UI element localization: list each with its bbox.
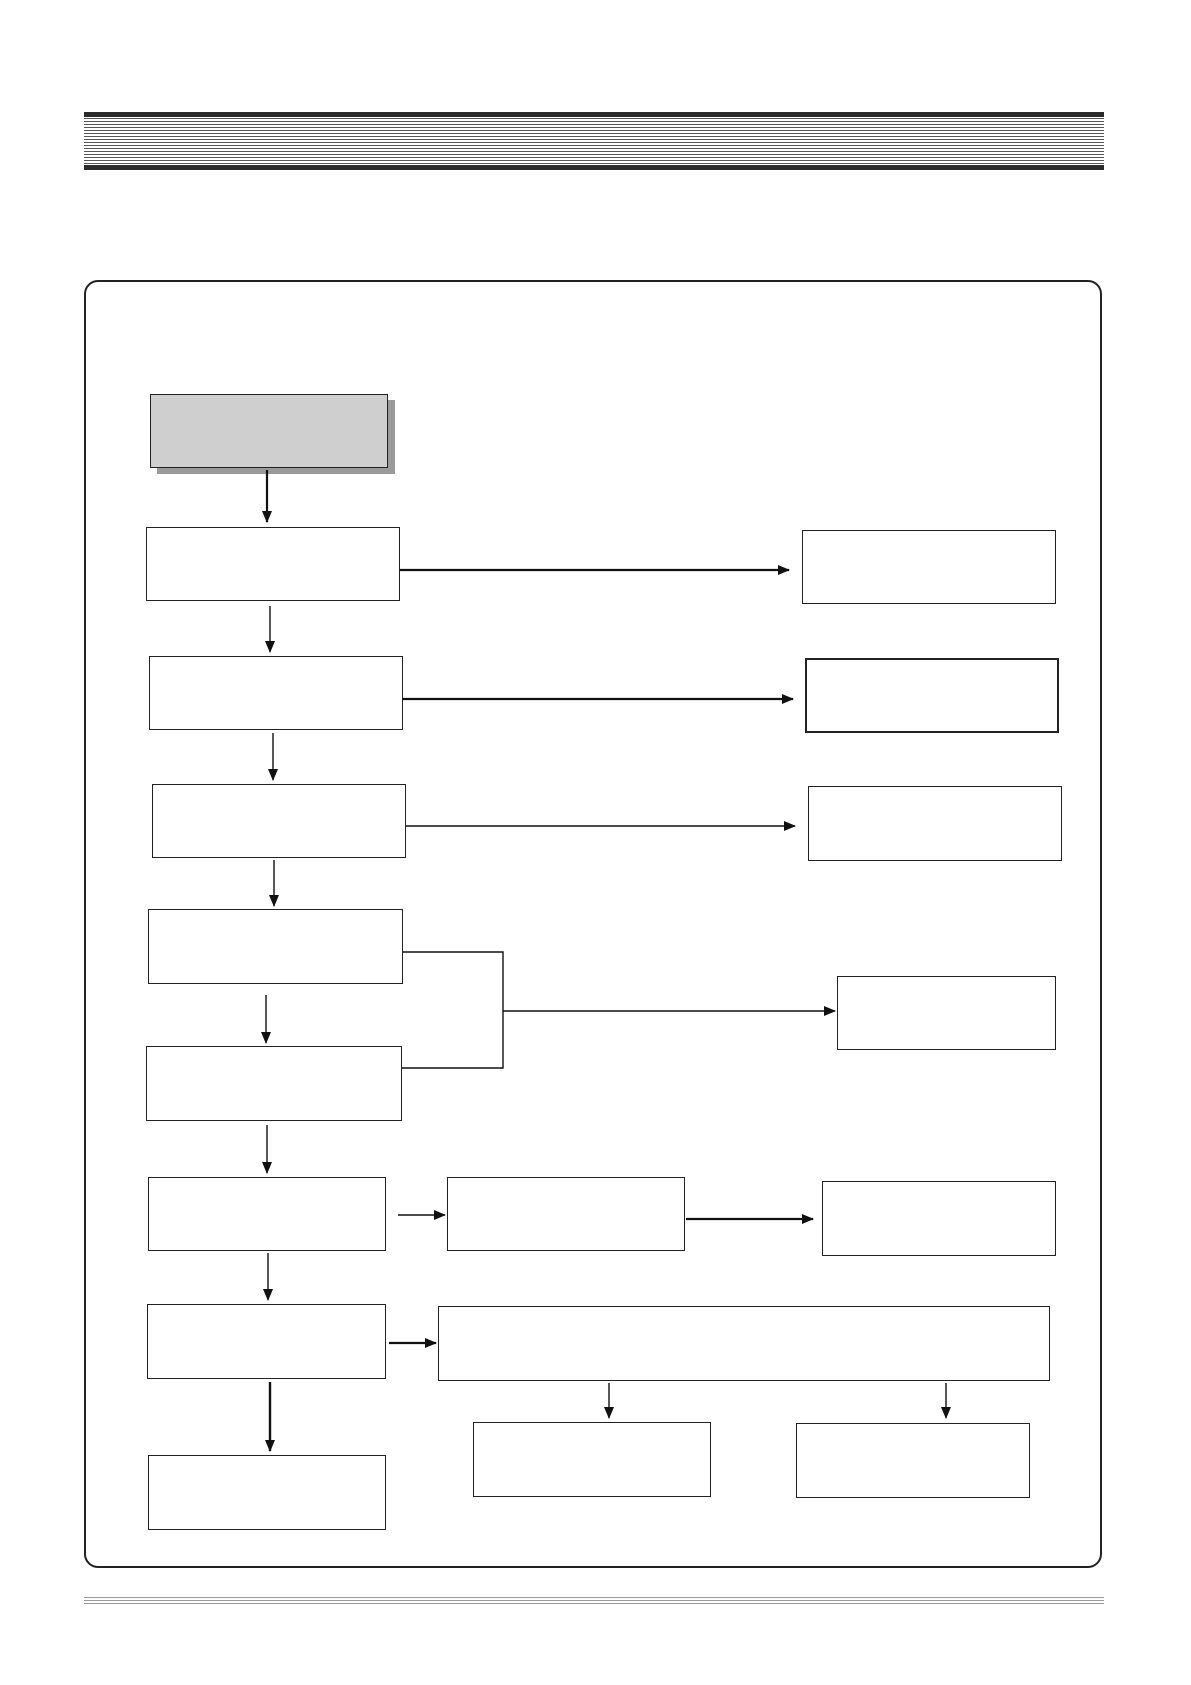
branch-4-5-box xyxy=(837,976,1056,1050)
step-8-box xyxy=(148,1455,386,1530)
step-6-box xyxy=(148,1177,386,1251)
step-2-box xyxy=(149,656,403,730)
branch-6b-box xyxy=(822,1181,1056,1256)
step-1-box xyxy=(146,527,400,601)
branch-7b-box xyxy=(796,1423,1030,1498)
branch-6a-box xyxy=(447,1177,685,1251)
step-3-box xyxy=(152,784,406,858)
footer-band xyxy=(84,1597,1104,1605)
start-node xyxy=(150,394,388,468)
step-7-box xyxy=(147,1304,386,1379)
header-band xyxy=(84,112,1104,170)
step-5-box xyxy=(146,1046,402,1121)
step-4-box xyxy=(148,909,403,984)
branch-3-box xyxy=(808,786,1062,861)
branch-1-box xyxy=(802,530,1056,604)
branch-7a-box xyxy=(473,1422,711,1497)
branch-2-box xyxy=(805,658,1059,733)
branch-7-box xyxy=(438,1306,1050,1381)
